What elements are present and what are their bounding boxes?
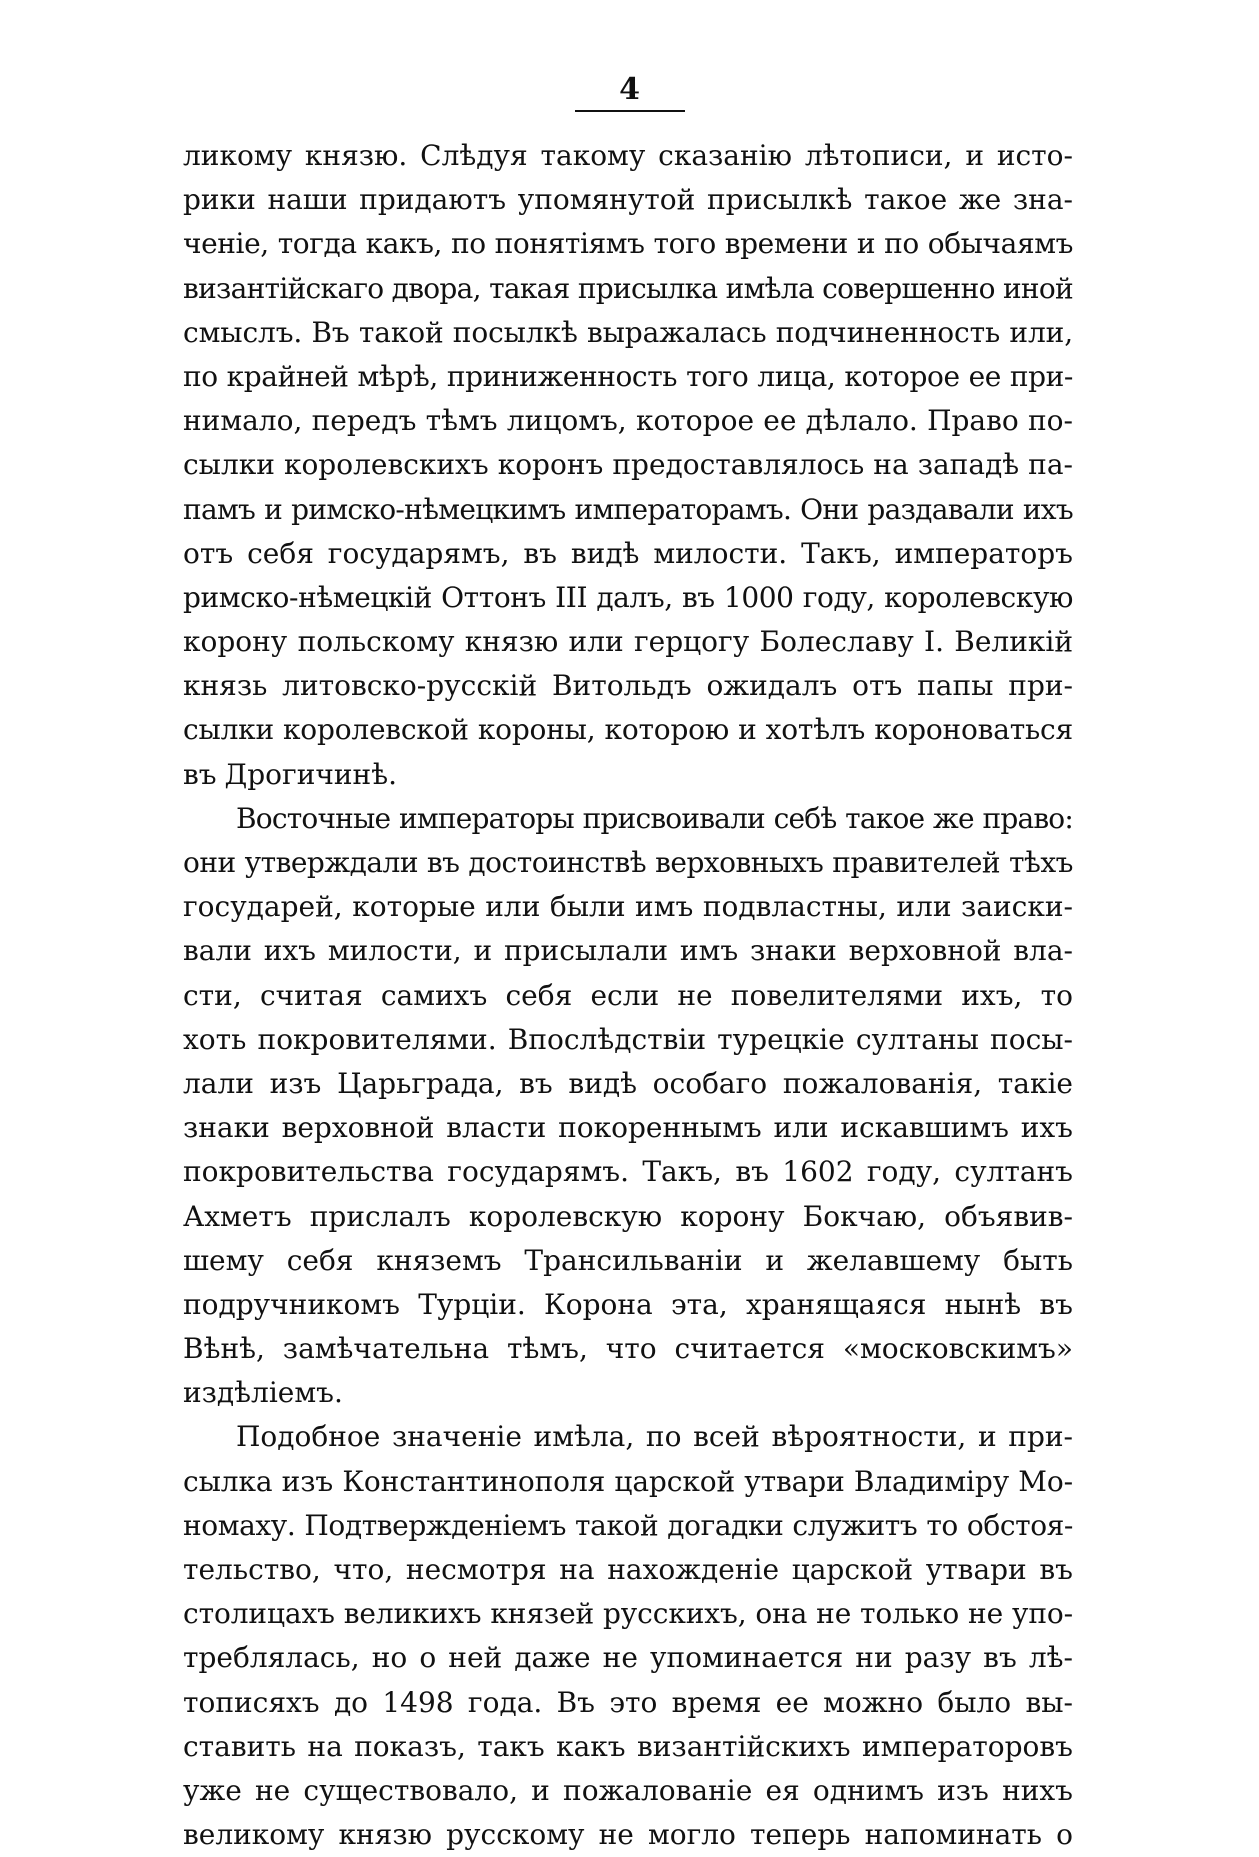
text-line: издѣліемъ. <box>183 1376 343 1410</box>
text-line: великому князю русскому не могло теперь напоминать о <box>183 1818 1073 1852</box>
text-line: сти, считая самихъ себя если не повелителями ихъ, то <box>183 978 1073 1012</box>
text-line: покровительства государямъ. Такъ, въ 1602 году, султанъ <box>183 1155 1073 1189</box>
text-line: въ Дрогичинѣ. <box>183 757 397 791</box>
text-line: номаху. Подтвержденіемъ такой догадки служитъ то обстоя- <box>183 1508 1073 1542</box>
text-line: государей, которые или были имъ подвластны, или заиски- <box>183 890 1073 924</box>
text-line: князь литовско-русскій Витольдъ ожидалъ отъ папы при- <box>183 669 1073 703</box>
text-line: ченіе, тогда какъ, по понятіямъ того времени и по обычаямъ <box>183 227 1073 261</box>
text-line: сылки королевскихъ коронъ предоставлялось на западѣ па- <box>183 448 1073 482</box>
text-line: нимало, передъ тѣмъ лицомъ, которое ее дѣлало. Право по- <box>183 404 1073 438</box>
text-line: ставить на показъ, такъ какъ византійскихъ императоровъ <box>183 1729 1073 1763</box>
text-line: подручникомъ Турціи. Корона эта, хранящаяся нынѣ въ <box>183 1287 1073 1321</box>
body-text <box>183 134 1073 1857</box>
text-line: уже не существовало, и пожалованіе ея однимъ изъ нихъ <box>183 1773 1073 1807</box>
text-line: они утверждали въ достоинствѣ верховныхъ правителей тѣхъ <box>183 846 1073 879</box>
text-line: рики наши придаютъ упомянутой присылкѣ такое же зна- <box>183 183 1073 217</box>
text-line: сылки королевской короны, которою и хотѣлъ короноваться <box>183 713 1073 747</box>
text-line: лали изъ Царьграда, въ видѣ особаго пожалованія, такіе <box>183 1066 1073 1100</box>
text-line: знаки верховной власти покореннымъ или искавшимъ ихъ <box>183 1111 1073 1145</box>
text-line: византійскаго двора, такая присылка имѣла совершенно иной <box>183 271 1073 305</box>
text-line: памъ и римско-нѣмецкимъ императорамъ. Они раздавали ихъ <box>183 492 1073 526</box>
text-line: столицахъ великихъ князей русскихъ, она не только не упо- <box>183 1597 1073 1631</box>
text-line: смыслъ. Въ такой посылкѣ выражалась подчиненность или, <box>183 315 1073 349</box>
text-line: тописяхъ до 1498 года. Въ это время ее можно было вы- <box>183 1685 1073 1719</box>
text-line: сылка изъ Константинополя царской утвари Владиміру Мо- <box>183 1464 1073 1498</box>
text-line: тельство, что, несмотря на нахожденіе царской утвари въ <box>183 1553 1073 1586</box>
text-line: хоть покровителями. Впослѣдствіи турецкіе султаны посы- <box>183 1022 1073 1056</box>
text-line: по крайней мѣрѣ, приниженность того лица, которое ее при- <box>183 359 1073 393</box>
text-line: треблялась, но о ней даже не упоминается ни разу въ лѣ- <box>183 1641 1073 1675</box>
text-line: корону польскому князю или герцогу Болеславу I. Великій <box>183 625 1073 659</box>
text-line: римско-нѣмецкій Оттонъ III далъ, въ 1000 году, королевскую <box>183 580 1073 614</box>
text-line: Ахметъ прислалъ королевскую корону Бокчаю, объявив- <box>183 1199 1073 1233</box>
text-line: Подобное значеніе имѣла, по всей вѣроятности, и при- <box>236 1420 1073 1454</box>
text-line: шему себя княземъ Трансильваніи и желавшему быть <box>183 1243 1073 1277</box>
text-line: Восточные императоры присвоивали себѣ такое же право: <box>236 801 1073 835</box>
text-line: Вѣнѣ, замѣчательна тѣмъ, что считается «московскимъ» <box>183 1332 1073 1366</box>
text-line: вали ихъ милости, и присылали имъ знаки верховной вла- <box>183 934 1073 968</box>
text-line: ликому князю. Слѣдуя такому сказанію лѣтописи, и исто- <box>183 139 1073 172</box>
page-number: 4 <box>619 72 640 107</box>
text-line: отъ себя государямъ, въ видѣ милости. Такъ, императоръ <box>183 536 1073 570</box>
page-number-rule <box>575 110 685 112</box>
